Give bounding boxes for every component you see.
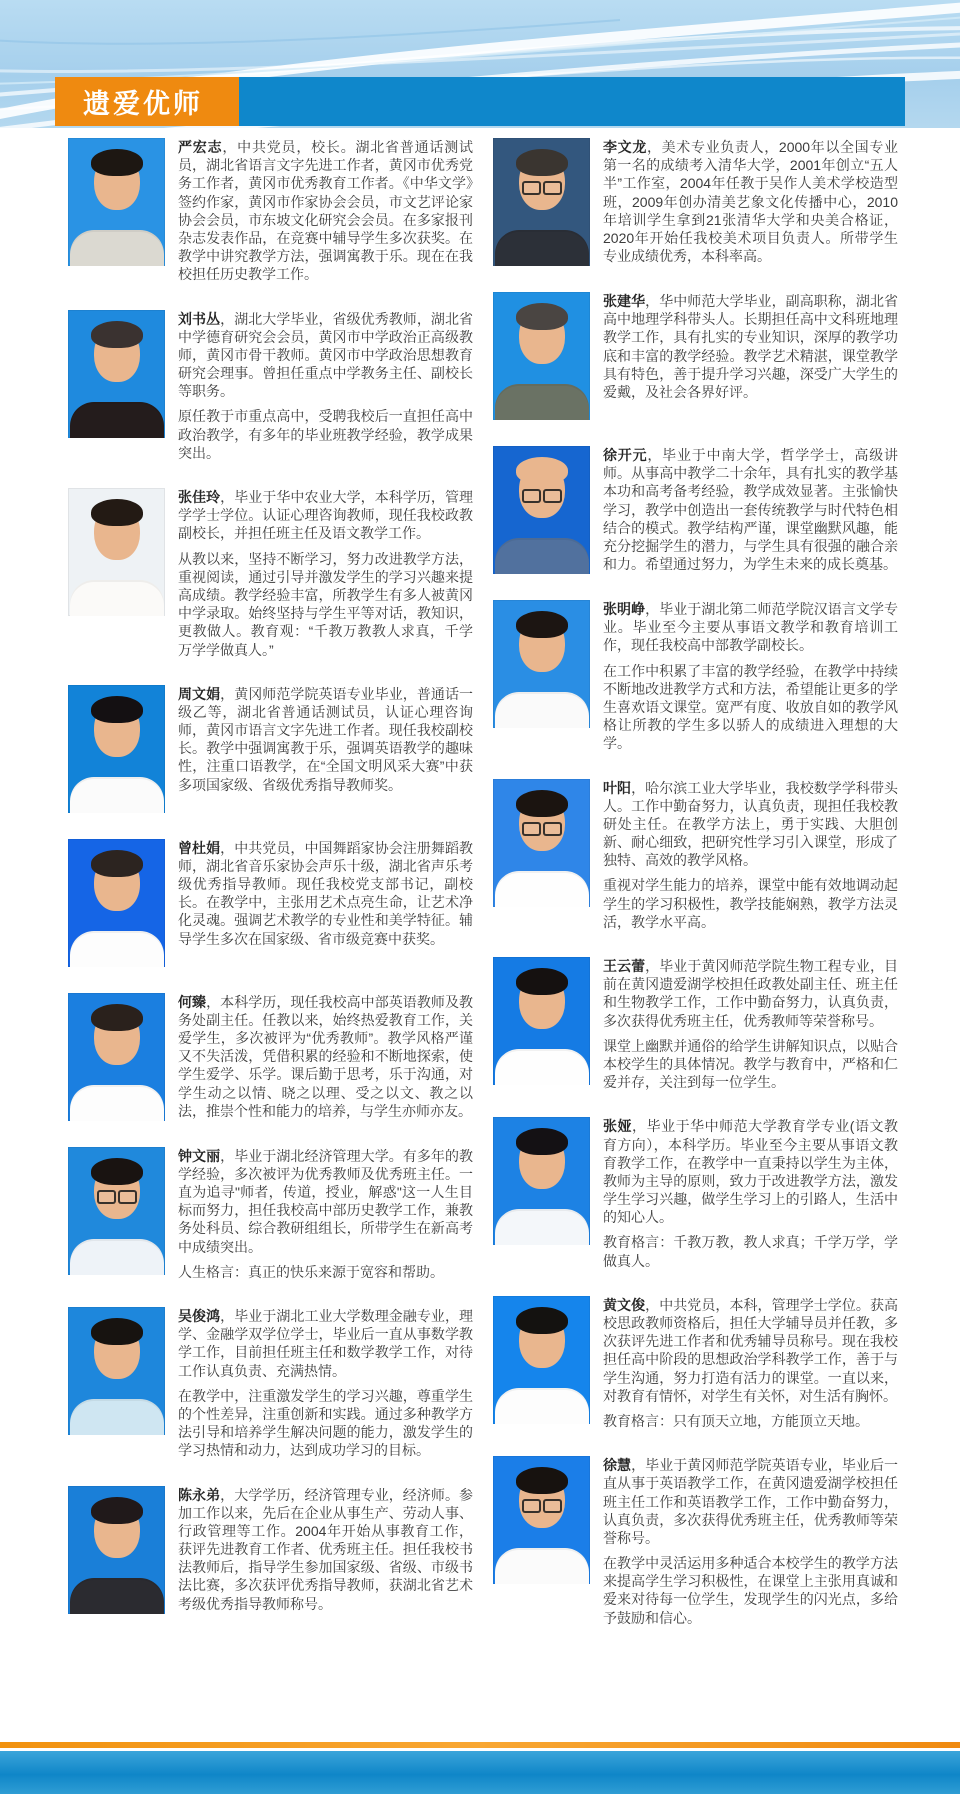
teacher-card (493, 957, 898, 1091)
bio-text: ，大学学历，经济管理专业，经济师。参加工作以来，先后在企业从事生产、劳动人事、行政管理等工作。2004年开始从事教育工作，获评先进教育工作者、优秀班主任。担任我校书法教师后，指导学生参加国家级、省级、市级书法比赛，多次获评优秀指导教师，获湖北省艺术考级优秀指导教师称号。 (178, 1486, 474, 1612)
portrait-head (519, 1132, 565, 1189)
bio-paragraph: 教育格言：千教万教，教人求真；千学万学，学做真人。 (603, 1234, 898, 1269)
teacher-card (68, 1486, 473, 1614)
portrait-head (519, 972, 565, 1029)
teacher-name: 曾杜娟 (178, 839, 221, 856)
bio-paragraph: 原任教于市重点高中，受聘我校后一直担任高中政治教学，有多年的毕业班教学经验，教学成果突出。 (178, 408, 473, 461)
teacher-name: 张娅 (603, 1118, 633, 1135)
bio-text: ，美术专业负责人，2000年以全国专业第一名的成绩考入清华大学，2001年创立“五人半”工作室，2004年任教于吴作人美术学校造型班，2009年创办清美艺象文化传播中心，2010年培训学生拿到21张清华大学和央美合格证，2020年开始任我校美术项目负责人。所带学生专业成绩优秀，本科率高。 (603, 139, 898, 265)
portrait-glasses-icon (96, 1190, 138, 1203)
teacher-card (493, 1117, 898, 1270)
bio-paragraph (178, 839, 473, 948)
teacher-card (68, 1307, 473, 1460)
teacher-name: 钟文丽 (178, 1147, 221, 1164)
bio-paragraph (603, 779, 898, 870)
teacher-photo (68, 1147, 165, 1275)
teacher-card (68, 488, 473, 659)
portrait-head (94, 1501, 140, 1558)
teacher-photo (68, 993, 165, 1121)
teacher-bio (178, 488, 473, 659)
portrait-head (94, 1008, 140, 1065)
portrait-hair (91, 1318, 143, 1345)
portrait-head (519, 153, 565, 210)
teacher-name: 王云蕾 (603, 958, 646, 974)
portrait-hair (516, 1128, 568, 1155)
bio-paragraph: 在教学中灵活运用多种适合本校学生的教学方法来提高学生学习积极性，在课堂上主张用真诚和爱来对待每一位学生，发现学生的闪光点，多给予鼓励和信心。 (603, 1555, 898, 1626)
teacher-name: 刘书丛 (178, 310, 221, 327)
bio-paragraph: 人生格言：真正的快乐来源于宽容和帮助。 (178, 1263, 444, 1280)
bio-text: ，毕业于华中农业大学，本科学历，管理学学士学位。认证心理咨询教师，现任我校政教副校长，并担任班主任及语文教学工作。 (178, 489, 474, 542)
portrait-shoulders (495, 1548, 589, 1584)
bio-text: ，中共党员，中国舞蹈家协会注册舞蹈教师，湖北省音乐家协会声乐十级，湖北省声乐考级优秀指导教师。现任我校党支部书记，副校长。在教学中，主张用艺术点亮生命，让艺术净化灵魂。强调艺术教学的专业性和美学特征。辅导学生多次在国家级、省市级竞赛中获奖。 (178, 839, 474, 947)
portrait-shoulders (495, 1209, 589, 1245)
bio-text: ，毕业于黄冈师范学院生物工程专业，目前在黄冈遗爱湖学校担任政教处副主任、班主任和生物教学工作，工作中勤奋努力，认真负责，多次获得优秀班主任，优秀教师等荣誉称号。 (603, 958, 899, 1029)
teacher-name: 张明峥 (603, 601, 646, 617)
bio-paragraph (603, 1296, 898, 1405)
portrait-shoulders (495, 1388, 589, 1424)
bio-paragraph: 课堂上幽默并通俗的给学生讲解知识点，以贴合本校学生的具体情况。教学与教育中，严格和仁爱并存，关注到每一位学生。 (603, 1037, 898, 1091)
teacher-bio (603, 1296, 898, 1430)
portrait-glasses-icon (521, 489, 563, 502)
page-title: 遗爱优师 (55, 77, 239, 126)
portrait-glasses-icon (521, 181, 563, 194)
teacher-bio (178, 1147, 473, 1281)
portrait-head (519, 1471, 565, 1528)
teacher-name: 张佳玲 (178, 489, 221, 505)
portrait-hair (91, 850, 143, 877)
teacher-photo (493, 957, 590, 1085)
teacher-bio (603, 138, 898, 266)
bio-paragraph (178, 993, 473, 1120)
teacher-grid (68, 138, 898, 1627)
portrait-head (519, 461, 565, 518)
teacher-photo (493, 600, 590, 728)
portrait-glasses-icon (521, 1499, 563, 1512)
portrait-head (94, 153, 140, 210)
teacher-bio (603, 1456, 898, 1627)
teacher-photo (68, 488, 165, 616)
bio-paragraph (178, 1486, 473, 1613)
bio-text: ，黄冈师范学院英语专业毕业，普通话一级乙等，湖北省普通话测试员，认证心理咨询师，黄冈市语言文字先进工作者。现任我校副校长。教学中强调寓教于乐，强调英语教学的趣味性，注重口语教学，在“全国文明风采大赛”中获多项国家级、省级优秀指导教师奖。 (178, 685, 474, 793)
bio-text: ，本科学历，现任我校高中部英语教师及教务处副主任。任教以来，始终热爱教育工作，关爱学生，多次被评为“优秀教师”。教学风格严谨又不失活泼，凭借积累的经验和不断地探索，使学生爱学、乐学。课后勤于思考，乐于沟通，对学生动之以情、晓之以理、受之以文、教之以法，推崇个性和能力的培养，与学生亦师亦友。 (178, 993, 474, 1119)
portrait-hair (91, 321, 143, 348)
portrait-hair (516, 457, 568, 484)
bio-paragraph (178, 1307, 473, 1380)
portrait-shoulders (70, 777, 164, 813)
teacher-photo (68, 839, 165, 967)
portrait-shoulders (495, 871, 589, 907)
teacher-bio (603, 446, 898, 574)
portrait-head (94, 854, 140, 911)
teacher-bio (178, 993, 473, 1121)
portrait-head (94, 700, 140, 757)
teacher-name: 吴俊鸿 (178, 1308, 221, 1324)
teacher-card (493, 446, 898, 574)
teacher-card (68, 1147, 473, 1281)
teacher-name: 周文娟 (178, 685, 221, 702)
portrait-head (94, 1162, 140, 1219)
bio-paragraph: 从教以来，坚持不断学习，努力改进教学方法，重视阅读，通过引导并激发学生的学习兴趣来提高成绩。教学经验丰富，所教学生有多人被黄冈中学录取。始终坚持与学生平等对话，教知识，更教做人。教育观：“千教万教教人求真，千学万学学做真人。” (178, 550, 473, 658)
portrait-head (519, 1311, 565, 1368)
teacher-card (493, 779, 898, 932)
teacher-photo (493, 1456, 590, 1584)
teacher-column-left (68, 138, 473, 1627)
teacher-card (493, 600, 898, 753)
portrait-shoulders (70, 1239, 164, 1275)
teacher-photo (68, 310, 165, 438)
teacher-photo (493, 1117, 590, 1245)
bio-paragraph (603, 957, 898, 1030)
portrait-shoulders (70, 402, 164, 438)
bio-paragraph (603, 1117, 898, 1226)
teacher-card (493, 138, 898, 266)
footer-blue-band (0, 1751, 960, 1794)
portrait-hair (516, 611, 568, 638)
teacher-photo (493, 1296, 590, 1424)
teacher-name: 徐开元 (603, 447, 648, 463)
teacher-photo (493, 292, 590, 420)
teacher-photo (493, 779, 590, 907)
portrait-shoulders (70, 580, 164, 616)
teacher-column-right (493, 138, 898, 1627)
teacher-name: 叶阳 (603, 779, 632, 796)
portrait-hair (516, 1307, 568, 1334)
bio-paragraph (603, 600, 898, 655)
teacher-card (493, 1456, 898, 1627)
bio-paragraph (178, 138, 473, 284)
portrait-head (519, 307, 565, 364)
portrait-shoulders (70, 1399, 164, 1435)
bio-text: ，毕业于黄冈师范学院英语专业，毕业后一直从事于英语教学工作，在黄冈遗爱湖学校担任班主任工作和英语教学工作，工作中勤奋努力，认真负责，多次获得优秀班主任，优秀教师等荣誉称号。 (603, 1457, 899, 1546)
bio-text: ，中共党员，本科，管理学士学位。获高校思政教师资格后，担任大学辅导员并任教，多次获评先进工作者和优秀辅导员称号。现在我校担任高中阶段的思想政治学科教学工作，善于与学生沟通，努力打造有活力的课堂。一直以来，对教育有情怀，对学生有关怀，对生活有胸怀。 (603, 1296, 899, 1404)
teacher-card (493, 1296, 898, 1430)
portrait-shoulders (70, 931, 164, 967)
teacher-card (68, 839, 473, 967)
bio-text: ，毕业于华中师范大学教育学专业(语文教育方向），本科学历。毕业至今主要从事语文教育教学工作，在教学中一直秉持以学生为主体，教师为主导的原则，致力于改进教学方法，激发学生学习兴趣，做学生学习上的引路人，生活中的知心人。 (603, 1118, 899, 1226)
page-footer (0, 1742, 960, 1794)
portrait-hair (91, 1158, 143, 1185)
teacher-bio (603, 957, 898, 1091)
portrait-hair (91, 1497, 143, 1524)
portrait-head (94, 1322, 140, 1379)
portrait-shoulders (495, 692, 589, 728)
bio-text: ，华中师范大学毕业，副高职称，湖北省高中地理学科带头人。长期担任高中文科班地理教学工作，具有扎实的专业知识，深厚的教学功底和丰富的教学经验。教学艺术精湛，课堂教学具有特色，善于提升学习兴趣，深受广大学生的爱戴，及社会各界好评。 (603, 293, 899, 400)
bio-paragraph: 在工作中积累了丰富的教学经验，在教学中持续不断地改进教学方式和方法，希望能让更多的学生喜欢语文课堂。宽严有度、收放自如的教学风格让所教的学生多以骄人的成绩进入理想的大学。 (603, 662, 898, 752)
bio-paragraph (178, 488, 473, 543)
title-bar-decoration (239, 77, 905, 126)
portrait-head (519, 794, 565, 851)
portrait-head (94, 503, 140, 560)
portrait-hair (516, 1467, 568, 1494)
portrait-shoulders (70, 1085, 164, 1121)
bio-paragraph (603, 446, 898, 573)
bio-paragraph: 教育格言：只有顶天立地，方能顶立天地。 (603, 1412, 869, 1429)
bio-paragraph: 重视对学生能力的培养，课堂中能有效地调动起学生的学习积极性，教学技能娴熟，教学方法灵活，教学水平高。 (603, 877, 898, 930)
teacher-card (68, 993, 473, 1121)
teacher-name: 严宏志 (178, 139, 223, 155)
portrait-glasses-icon (521, 822, 563, 835)
teacher-bio (178, 839, 473, 967)
teacher-name: 张建华 (603, 293, 646, 309)
teacher-bio (603, 292, 898, 420)
teacher-bio (178, 310, 473, 463)
teacher-bio (178, 1486, 473, 1614)
bio-text: ，毕业于湖北经济管理大学。有多年的教学经验，多次被评为优秀教师及优秀班主任。一直为追寻"师者，传道，授业，解惑"这一人生目标而努力，担任我校高中部历史教学工作，兼教务处科员、综合教研组组长，所带学生在新高考中成绩突出。 (178, 1147, 474, 1255)
teacher-bio (178, 1307, 473, 1460)
bio-text: ，毕业于中南大学，哲学学士，高级讲师。从事高中教学二十余年，具有扎实的教学基本功和高考备考经验，教学成效显著。主张愉快学习，教学中创造出一套传统教学与时代特色相结合的模式。教学结构严谨，课堂幽默风趣，能充分挖掘学生的潜力，与学生具有很强的融合亲和力。希望通过努力，为学生未来的成长奠基。 (603, 447, 899, 573)
portrait-shoulders (70, 230, 164, 266)
portrait-shoulders (495, 230, 589, 266)
teacher-bio (178, 685, 473, 813)
teacher-card (68, 685, 473, 813)
teacher-card (68, 310, 473, 463)
portrait-head (519, 615, 565, 672)
teacher-card (68, 138, 473, 284)
portrait-hair (516, 790, 568, 817)
teacher-bio (603, 1117, 898, 1270)
teacher-photo (68, 685, 165, 813)
portrait-hair (91, 499, 143, 526)
bio-paragraph (178, 310, 473, 401)
teacher-photo (68, 1486, 165, 1614)
teacher-bio (603, 600, 898, 753)
teacher-photo (68, 1307, 165, 1435)
bio-paragraph (603, 1456, 898, 1547)
teacher-photo (493, 446, 590, 574)
portrait-hair (91, 1004, 143, 1031)
bio-text: ，毕业于湖北工业大学数理金融专业，理学、金融学双学位学士，毕业后一直从事数学教学工作，目前担任班主任和数学教学工作，对待工作认真负责、充满热情。 (178, 1308, 474, 1379)
portrait-hair (91, 149, 143, 176)
teacher-photo (68, 138, 165, 266)
portrait-shoulders (70, 1578, 164, 1614)
portrait-shoulders (495, 1049, 589, 1085)
section-header (55, 77, 905, 126)
portrait-head (94, 325, 140, 382)
portrait-hair (516, 149, 568, 176)
teacher-bio (178, 138, 473, 284)
teacher-name: 陈永弟 (178, 1486, 221, 1503)
portrait-shoulders (495, 538, 589, 574)
bio-text: ，毕业于湖北第二师范学院汉语言文学专业。毕业至今主要从事语文教学和教育培训工作，现任我校高中部教学副校长。 (603, 601, 899, 654)
bio-paragraph (178, 1147, 473, 1256)
bio-text: ，中共党员，校长。湖北省普通话测试员，湖北省语言文字先进工作者，黄冈市优秀党务工作者，黄冈市优秀教育工作者。《中华文学》签约作家，黄冈市作家协会会员，市文艺评论家协会会员，市东坡文化研究会会员。在多家报刊杂志发表作品，在竞赛中辅导学生多次获奖。在教学中讲究教学方法，强调寓教于乐。现在在我校担任历史教学工作。 (178, 139, 474, 283)
teacher-card (493, 292, 898, 420)
portrait-shoulders (495, 384, 589, 420)
bio-text: ，湖北大学毕业，省级优秀教师，湖北省中学德育研究会会员，黄冈市中学政治正高级教师，黄冈市骨干教师。黄冈市中学政治思想教育研究会理事。曾担任重点中学教务主任、副校长等职务。 (178, 310, 474, 400)
portrait-hair (516, 968, 568, 995)
bio-paragraph (603, 138, 898, 265)
teacher-name: 黄文俊 (603, 1296, 646, 1313)
portrait-hair (516, 303, 568, 330)
bio-paragraph (603, 292, 898, 401)
teacher-photo (493, 138, 590, 266)
teacher-name: 李文龙 (603, 139, 647, 155)
bio-text: ，哈尔滨工业大学毕业，我校数学学科带头人。工作中勤奋努力，认真负责，现担任我校教研处主任。在教学方法上，勇于实践、大胆创新、耐心细致，把研究性学习引入课堂，形成了独特、高效的教学风格。 (603, 779, 899, 869)
teacher-name: 何臻 (178, 993, 207, 1010)
bio-paragraph: 在教学中，注重激发学生的学习兴趣，尊重学生的个性差异，注重创新和实践。通过多种教学方法引导和培养学生解决问题的能力，激发学生的学习热情和动力，达到成功学习的目标。 (178, 1387, 473, 1459)
teacher-bio (603, 779, 898, 932)
portrait-hair (91, 696, 143, 723)
bio-paragraph (178, 685, 473, 794)
teacher-name: 徐慧 (603, 1457, 632, 1474)
